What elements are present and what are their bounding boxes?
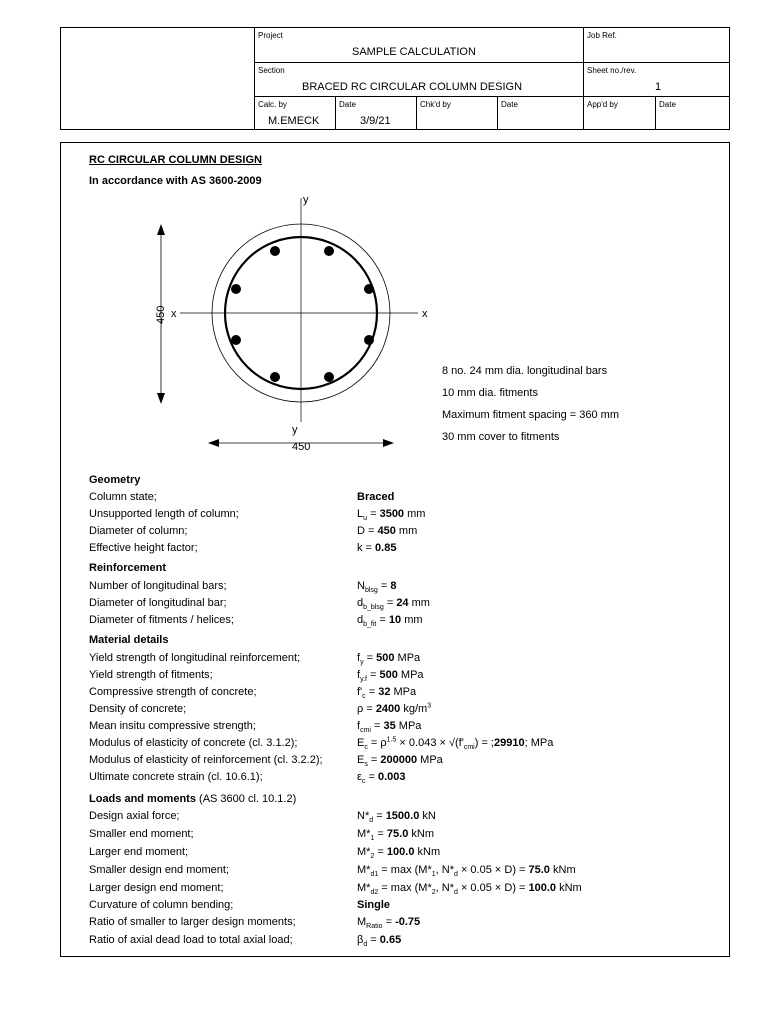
date-label: Date [339,100,356,109]
dimension-arrowhead [157,224,165,235]
job-ref-label: Job Ref. [587,31,617,40]
row-label: Mean insitu compressive strength; [89,720,256,732]
row-value: D = 450 mm [357,525,418,537]
standard-reference: In accordance with AS 3600-2009 [89,175,262,187]
axis-label-x-left: x [171,308,177,320]
section-heading-loads: Loads and moments (AS 3600 cl. 10.1.2) [89,793,297,805]
section-label: Section [258,66,285,75]
calc-row [89,752,709,768]
row-value: $M*_{d1} = \max (M*_1$, $N*_d \times 0.05 \times D) = 75.0$ kNm [357,864,576,879]
row-label: Smaller design end moment; [89,864,230,876]
longitudinal-bar [324,246,334,256]
column-section-diagram [140,190,450,460]
row-value: $N*_d = 1500.0$ kN [357,810,436,825]
row-value: $E_c = \rho^{1.5} \times 0.043 \times √(f'_{cmi})$ = ;29910; MPa [357,736,554,752]
calc-by-label: Calc. by [258,100,287,109]
calc-row [89,578,709,594]
diagram-note: 8 no. 24 mm dia. longitudinal bars [442,365,608,377]
title-block-divider [254,62,730,63]
calc-row [89,506,709,522]
axis-label-x-right: x [422,308,428,320]
approved-by-label: App'd by [587,100,618,109]
row-label: Yield strength of longitudinal reinforcement; [89,652,301,664]
calc-row [89,650,709,666]
section-value: BRACED RC CIRCULAR COLUMN DESIGN [302,81,523,93]
calc-row [89,489,709,505]
dimension-arrowhead [157,393,165,404]
calc-row [89,769,709,785]
calc-row [89,932,709,948]
row-value: $M*_{d2} = \max (M*_2$, $N*_d \times 0.05 \times D) = 100.0$ kNm [357,882,582,897]
row-value: Braced [357,491,395,503]
calc-row [89,826,709,842]
longitudinal-bar [231,284,241,294]
calc-row [89,540,709,556]
calc-row [89,718,709,734]
calc-row [89,897,709,913]
project-value: SAMPLE CALCULATION [352,46,476,58]
title-block-divider [416,96,417,130]
title-block-divider [254,96,730,97]
row-value: $L_u = 3500$ mm [357,508,426,523]
row-label: Effective height factor; [89,542,198,554]
row-label: Smaller end moment; [89,828,194,840]
row-value: $M*_1 = 75.0$ kNm [357,828,434,843]
row-label: Larger design end moment; [89,882,224,894]
longitudinal-bar [364,335,374,345]
date-value: 3/9/21 [360,115,391,127]
longitudinal-bar [270,372,280,382]
row-label: Modulus of elasticity of reinforcement (cl. 3.2.2); [89,754,323,766]
row-label: Ratio of axial dead load to total axial load; [89,934,293,946]
section-heading-geometry: Geometry [89,474,141,486]
calc-row [89,595,709,611]
row-value: $f_{cmi} = 35$ MPa [357,720,422,735]
row-label: Modulus of elasticity of concrete (cl. 3.1.2); [89,737,298,749]
approve-date-label: Date [659,100,676,109]
row-value: $\varepsilon_c = 0.003$ [357,771,406,786]
title-block [60,27,730,130]
row-label: Yield strength of fitments; [89,669,213,681]
row-value: $f'_c = 32$ MPa [357,686,417,701]
row-label: Diameter of longitudinal bar; [89,597,227,609]
row-value: $d_{b\_blsg} = 24$ mm [357,597,430,612]
row-label: Curvature of column bending; [89,899,234,911]
row-value: $\beta_d = 0.65$ [357,934,402,949]
sheet-value: 1 [655,81,662,93]
title-block-divider [254,27,255,130]
section-heading-reinforcement: Reinforcement [89,562,167,574]
row-label: Column state; [89,491,157,503]
title-block-divider [655,96,656,130]
calc-row [89,808,709,824]
calc-row [89,612,709,628]
longitudinal-bar [364,284,374,294]
row-value: $N_{blsg} = 8$ [357,580,397,595]
row-label: Diameter of column; [89,525,188,537]
row-label: Unsupported length of column; [89,508,239,520]
row-label: Diameter of fitments / helices; [89,614,234,626]
check-date-label: Date [501,100,518,109]
checked-by-label: Chk'd by [420,100,451,109]
longitudinal-bar [270,246,280,256]
title-block-divider [497,96,498,130]
calc-row [89,862,709,878]
row-value: $E_s = 200000$ MPa [357,754,443,769]
calc-row [89,667,709,683]
row-value: $d_{b\_fit} = 10$ mm [357,614,423,629]
project-label: Project [258,31,283,40]
calc-row [89,844,709,860]
row-value: $M_{Ratio} = -0.75$ [357,916,421,931]
sheet-label: Sheet no./rev. [587,66,637,75]
diagram-note: Maximum fitment spacing = 360 mm [442,409,619,421]
axis-label-y-top: y [303,194,309,206]
diagram-note: 30 mm cover to fitments [442,431,560,443]
dimension-arrowhead [208,439,219,447]
row-value: $M*_2 = 100.0$ kNm [357,846,441,861]
section-heading-material: Material details [89,634,169,646]
row-value: ρ = 2400 $kg/m^3$ [357,702,432,715]
row-value: Single [357,899,391,911]
calc-row [89,523,709,539]
row-label: Compressive strength of concrete; [89,686,257,698]
calc-row [89,684,709,700]
document-title: RC CIRCULAR COLUMN DESIGN [89,154,262,166]
row-value: $f_{y.f} = 500$ MPa [357,669,424,684]
calc-row [89,735,709,751]
title-block-divider [583,27,584,130]
row-value: k = 0.85 [357,542,397,554]
horizontal-dimension-label: 450 [292,441,311,453]
row-label: Design axial force; [89,810,180,822]
title-block-divider [335,96,336,130]
row-value: $f_y = 500$ MPa [357,652,421,667]
vertical-dimension-label: 450 [155,305,167,324]
longitudinal-bar [324,372,334,382]
row-label: Ultimate concrete strain (cl. 10.6.1); [89,771,263,783]
calc-row [89,880,709,896]
calc-by-value: M.EMECK [268,115,320,127]
row-label: Number of longitudinal bars; [89,580,227,592]
dimension-arrowhead [383,439,394,447]
longitudinal-bar [231,335,241,345]
diagram-note: 10 mm dia. fitments [442,387,538,399]
axis-label-y-bottom: y [292,424,298,436]
calc-row [89,701,709,717]
row-label: Ratio of smaller to larger design moments; [89,916,296,928]
calc-row [89,914,709,930]
row-label: Density of concrete; [89,703,187,715]
row-label: Larger end moment; [89,846,189,858]
